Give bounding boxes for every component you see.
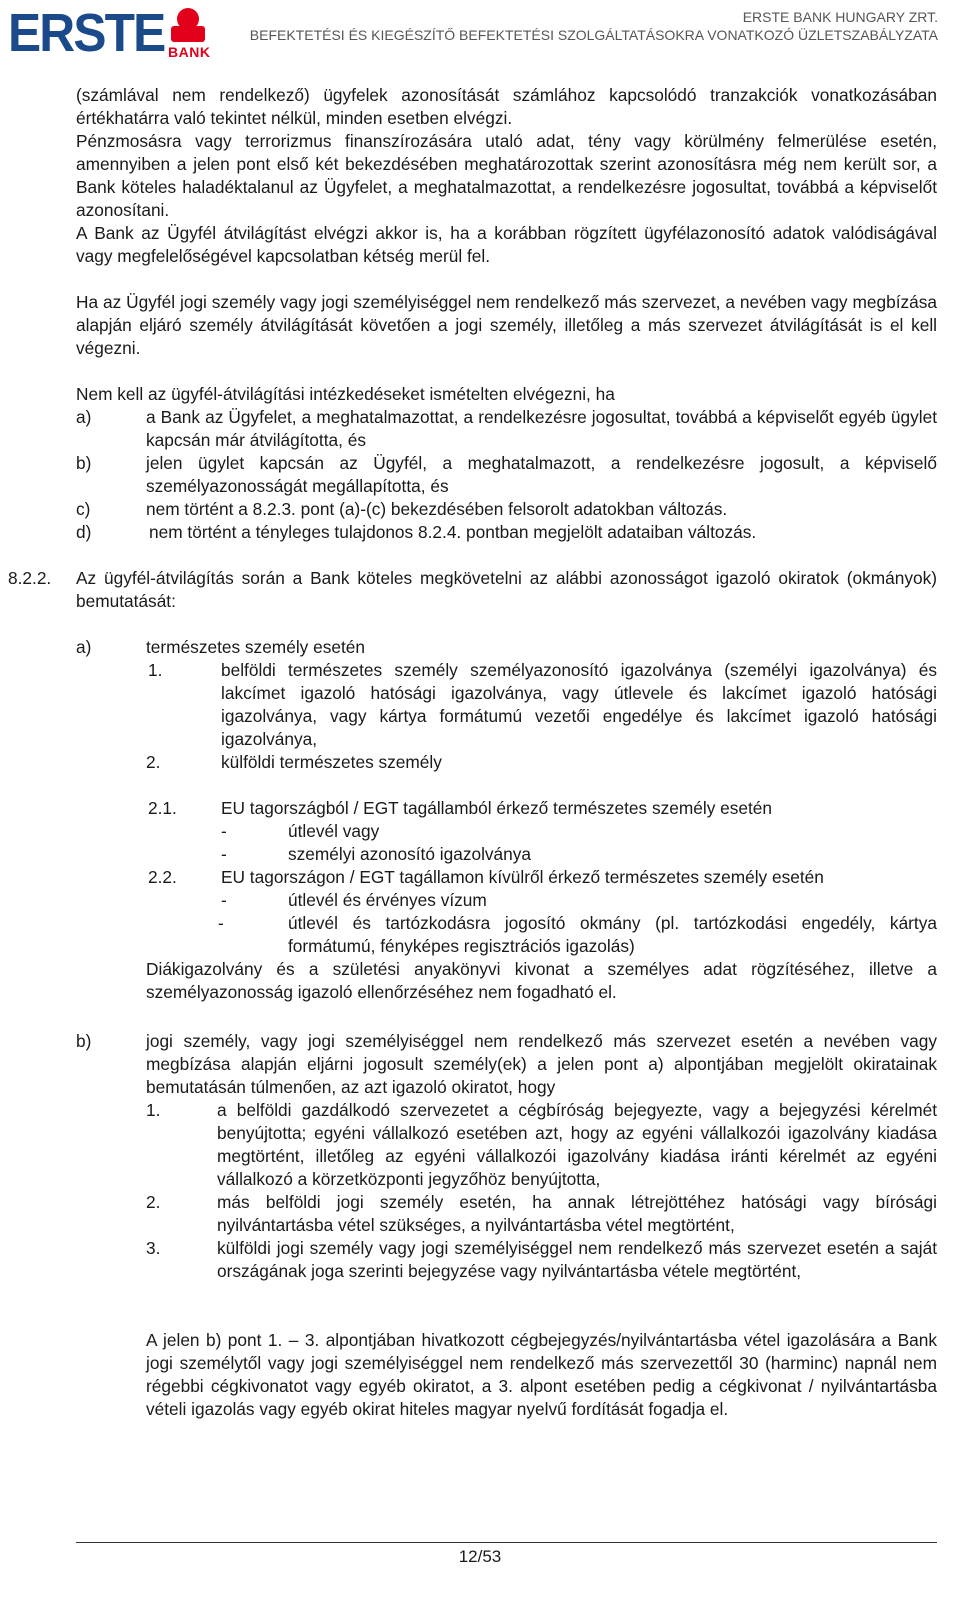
page-number: 12/53	[458, 1547, 502, 1566]
page-header	[250, 8, 938, 44]
list-marker: c)	[76, 499, 91, 519]
list-item: nem történt a tényleges tulajdonos 8.2.4. pontban megjelölt adataiban változás.	[149, 522, 757, 542]
logo-wordmark: ERSTE	[8, 3, 165, 63]
item-number: 3.	[146, 1238, 161, 1258]
erste-bank-logo	[8, 3, 211, 63]
item-number: 1.	[146, 1100, 161, 1120]
list-item: útlevél és tartózkodásra jogosító okmány (pl. tartózkodási engedély, kártya formátumú, fényképes regisztrációs igazolás)	[288, 913, 937, 956]
item-number: 2.1.	[148, 798, 177, 818]
list-item: a belföldi gazdálkodó szervezetet a cégbíróság bejegyezte, vagy a bejegyzési kérelmét benyújtotta; egyéni vállalkozó esetében azt, hogy az egyéni vállalkozói igazolvány kiadása megtörtént, illetőleg az egyéni vállalkozói igazolvány kiadása iránti kérelmét az egyéni vállalkozó a körzetközponti jegyzőhöz benyújtotta,	[217, 1100, 937, 1189]
list-item: útlevél és érvényes vízum	[288, 890, 487, 910]
intro-paragraph-2: Pénzmosásra vagy terrorizmus finanszírozására utaló adat, tény vagy körülmény felmerülése esetén, amennyiben a jelen pont első két bekezdésében meghatározottak szerint azonosításra még nem került sor, a Bank köteles haladéktalanul az Ügyfelet, a meghatalmazottat, a rendelkezésre jogosultat, továbbá a képviselőt azonosítani.	[76, 131, 937, 220]
list-item: EU tagországon / EGT tagállamon kívülről érkező természetes személy esetén	[221, 867, 824, 887]
footer-divider	[76, 1542, 937, 1543]
intro-paragraph-1: (számlával nem rendelkező) ügyfelek azonosítását számlához kapcsolódó tranzakciók vonatkozásában értékhatárra való tekintet nélkül, minden esetben elvégzi.	[76, 85, 937, 128]
list-item: nem történt a 8.2.3. pont (a)-(c) bekezdésében felsorolt adatokban változás.	[146, 499, 728, 519]
intro-paragraph-5: Nem kell az ügyfél-átvilágítási intézkedéseket ismételten elvégezni, ha	[76, 384, 615, 404]
list-marker: a)	[76, 637, 92, 657]
logo-bank-label: BANK	[168, 44, 211, 60]
list-item: külföldi jogi személy vagy jogi személyiséggel nem rendelkező más szervezet esetén a saját országának joga szerinti bejegyzése vagy nyilvántartásba vétele megtörtént,	[217, 1238, 937, 1281]
intro-paragraph-3: A Bank az Ügyfél átvilágítást elvégzi akkor is, ha a korábban rögzített ügyfélazonosító adatok valódiságával vagy megfelelőségével kapcsolatban kétség merül fel.	[76, 223, 937, 266]
section-number: 8.2.2.	[8, 568, 52, 588]
list-item: más belföldi jogi személy esetén, ha annak létrejöttéhez hatósági vagy bírósági nyilvántartásba vétel szükséges, a nyilvántartásba vétel megtörtént,	[217, 1192, 937, 1235]
item-number: 2.	[146, 752, 161, 772]
list-marker: b)	[76, 453, 92, 473]
section-text: Az ügyfél-átvilágítás során a Bank köteles megkövetelni az alábbi azonosságot igazoló okiratok (okmányok) bemutatását:	[76, 568, 937, 611]
subsection-text: jogi személy, vagy jogi személyiséggel nem rendelkező más szervezet esetén a nevében vagy megbízása alapján eljárni jogosult személy(ek) a jelen pont a) alpontjában megjelölt okiratainak bemutatásán túlmenően, az azt igazoló okiratot, hogy	[146, 1031, 937, 1097]
list-item: útlevél vagy	[288, 821, 380, 841]
logo-s-shape	[171, 26, 205, 42]
subsection-title: természetes személy esetén	[146, 637, 365, 657]
list-item: jelen ügylet kapcsán az Ügyfél, a meghatalmazott, a rendelkezésre jogosult, a képviselő személyazonosságát megállapította, és	[146, 453, 937, 496]
dash-marker: -	[221, 890, 227, 910]
list-item: személyi azonosító igazolványa	[288, 844, 532, 864]
list-marker: a)	[76, 407, 92, 427]
intro-paragraph-4: Ha az Ügyfél jogi személy vagy jogi személyiséggel nem rendelkező más szervezet, a nevében vagy megbízása alapján eljáró személy átvilágítását követően a jogi személy, illetőleg a más szervezet átvilágítását is el kell végezni.	[76, 292, 937, 358]
list-item: EU tagországból / EGT tagállamból érkező természetes személy esetén	[221, 798, 773, 818]
list-item: külföldi természetes személy	[221, 752, 442, 772]
company-name: ERSTE BANK HUNGARY ZRT.	[742, 9, 938, 25]
closing-paragraph: A jelen b) pont 1. – 3. alpontjában hivatkozott cégbejegyzés/nyilvántartásba vétel igazolására a Bank jogi személytől vagy jogi személyiséggel nem rendelkező más szervezettől 30 (harminc) napnál nem régebbi cégkivonatot vagy egyéb okiratot, a 3. alpont esetében pedig a cégkivonat / nyilvántartásba vételi igazolás vagy egyéb okirat hiteles magyar nyelvű fordítását fogadja el.	[146, 1330, 937, 1419]
note-paragraph: Diákigazolvány és a születési anyakönyvi kivonat a személyes adat rögzítéséhez, illetve a személyazonosság igazoló ellenőrzéséhez nem fogadható el.	[146, 959, 937, 1002]
document-title: BEFEKTETÉSI ÉS KIEGÉSZÍTŐ BEFEKTETÉSI SZOLGÁLTATÁSOKRA VONATKOZÓ ÜZLETSZABÁLYZATA	[249, 27, 938, 43]
list-item: belföldi természetes személy személyazonosító igazolványa (személyi igazolványa) és lakcímet igazoló hatósági igazolványa, vagy útlevele és lakcímet igazoló hatósági igazolványa, vagy kártya formátumú vezetői engedélye és lakcímet igazoló hatósági igazolványa,	[221, 660, 937, 749]
item-number: 1.	[148, 660, 163, 680]
list-item: a Bank az Ügyfelet, a meghatalmazottat, a rendelkezésre jogosultat, továbbá a képviselőt egyéb ügylet kapcsán már átvilágította, és	[146, 407, 937, 450]
dash-marker: -	[221, 821, 227, 841]
list-marker: b)	[76, 1031, 92, 1051]
dash-marker: -	[221, 844, 227, 864]
item-number: 2.	[146, 1192, 161, 1212]
dash-marker: -	[218, 913, 224, 933]
list-marker: d)	[76, 522, 92, 542]
item-number: 2.2.	[148, 867, 177, 887]
logo-emblem	[168, 6, 211, 62]
